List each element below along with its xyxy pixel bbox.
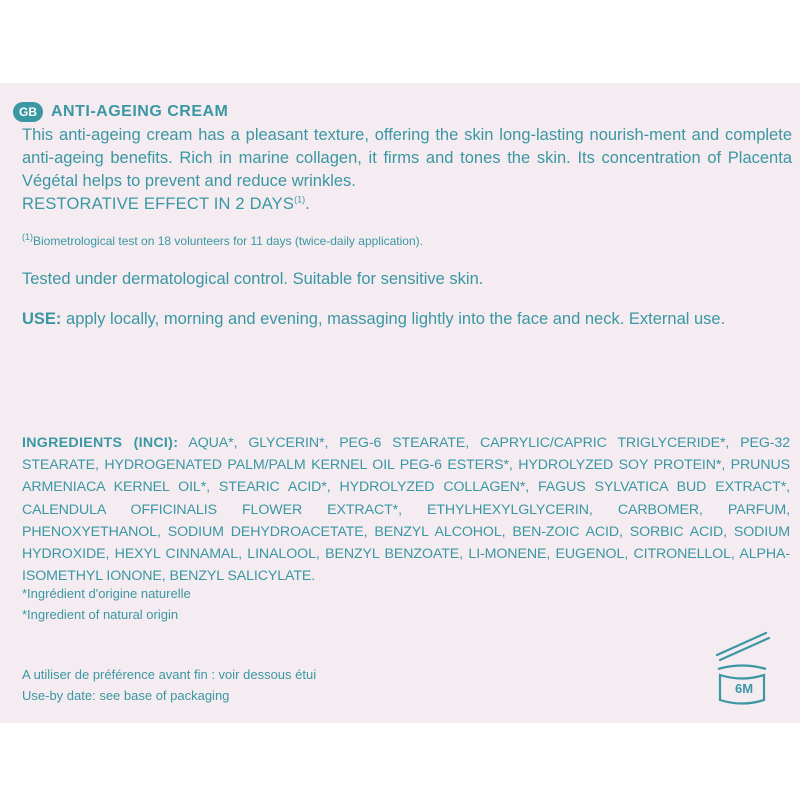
effect-end: . [305, 195, 310, 213]
ingredients-text: AQUA*, GLYCERIN*, PEG-6 STEARATE, CAPRYLIC/CAPRIC TRIGLYCERIDE*, PEG-32 STEARATE, HYDROGENATED PALM/PALM KERNEL OIL PEG-6 ESTERS*, HYDROLYZED SOY PROTEIN*, PRUNUS ARMENIACA KERNEL OIL*, STEARIC ACID*, HYDROLYZED COLLAGEN*, FAGUS SYLVATICA BUD EXTRACT*, CALENDULA OFFICINALIS FLOWER EXTRACT*, ETHYLHEXYLGLYCERIN, CARBOMER, PARFUM, PHENOXYETHANOL, SODIUM DEHYDROACETATE, BENZYL ALCOHOL, BEN-ZOIC ACID, SORBIC ACID, SODIUM HYDROXIDE, HEXYL CINNAMAL, LINALOOL, BENZYL BENZOATE, LI-MONENE, EUGENOL, CITRONELLOL, ALPHA-ISOMETHYL IONONE, BENZYL SALICYLATE. [22, 435, 791, 585]
product-title: ANTI-AGEING CREAM [51, 103, 229, 120]
description [22, 124, 792, 216]
country-badge: GB [13, 102, 43, 122]
use-label: USE: [22, 310, 62, 328]
header [13, 101, 228, 123]
note-natural-fr: *Ingrédient d'origine naturelle [22, 586, 191, 601]
footnote-text: Biometrological test on 18 volunteers for 11 days (twice-daily application). [33, 234, 423, 248]
tested-text: Tested under dermatological control. Suitable for sensitive skin. [22, 270, 484, 288]
ingredients-label: INGREDIENTS (INCI): [22, 435, 179, 451]
description-text: This anti-ageing cream has a pleasant texture, offering the skin long-lasting nourish-ment and complete anti-ageing benefits. Rich in marine collagen, it firms and tones the skin. Its concentration of Placenta Végétal helps to prevent and reduce wrinkles. [22, 126, 792, 190]
open-jar-icon [714, 628, 770, 708]
use-by-fr: A utiliser de préférence avant fin : voir dessous étui [22, 667, 317, 682]
footnote-ref: (1) [22, 232, 33, 242]
pao-label: 6M [734, 681, 754, 696]
effect-ref: (1) [294, 194, 306, 205]
effect-text: RESTORATIVE EFFECT IN 2 DAYS [22, 195, 295, 213]
footnote [22, 234, 423, 248]
use-by-en: Use-by date: see base of packaging [22, 688, 230, 703]
use-text: apply locally, morning and evening, massaging lightly into the face and neck. External use. [66, 310, 726, 328]
note-natural-en: *Ingredient of natural origin [22, 607, 179, 622]
use-instructions [22, 308, 792, 331]
ingredients [22, 432, 790, 587]
